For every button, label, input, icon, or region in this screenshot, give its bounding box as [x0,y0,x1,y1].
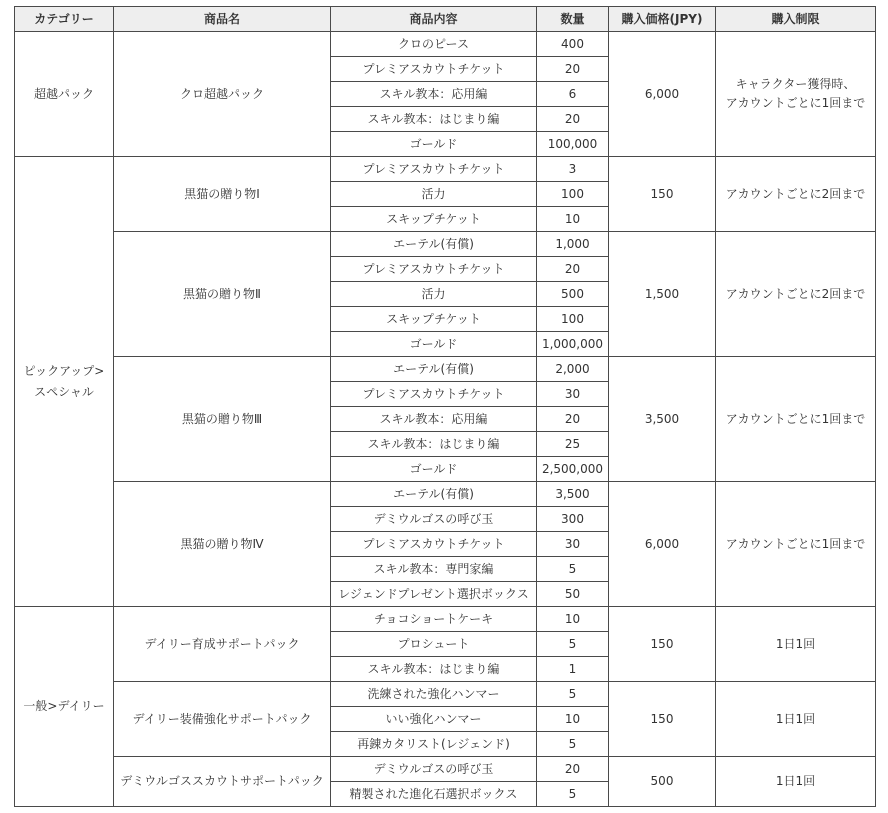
product-name-cell: デイリー装備強化サポートパック [114,682,331,757]
price-cell: 6,000 [609,32,716,157]
header-row [15,7,876,32]
item-quantity-cell: 2,500,000 [537,457,609,482]
item-quantity-cell: 100,000 [537,132,609,157]
item-quantity-cell: 500 [537,282,609,307]
item-quantity-cell: 3 [537,157,609,182]
item-quantity-cell: 5 [537,782,609,807]
item-content-cell: 再錬カタリスト(レジェンド) [331,732,537,757]
item-quantity-cell: 20 [537,107,609,132]
header-contents: 商品内容 [331,7,537,32]
item-content-cell: スキル教本：専門家編 [331,557,537,582]
price-cell: 150 [609,607,716,682]
item-quantity-cell: 20 [537,407,609,432]
item-quantity-cell: 1,000 [537,232,609,257]
item-quantity-cell: 5 [537,682,609,707]
item-quantity-cell: 50 [537,582,609,607]
item-quantity-cell: 6 [537,82,609,107]
item-quantity-cell: 20 [537,757,609,782]
item-content-cell: クロのピース [331,32,537,57]
item-quantity-cell: 2,000 [537,357,609,382]
item-content-cell: スキップチケット [331,207,537,232]
purchase-limit-cell: アカウントごとに1回まで [716,357,876,482]
category-cell: 一般>デイリー [15,607,114,807]
purchase-limit-cell: 1日1回 [716,757,876,807]
item-content-cell: ゴールド [331,332,537,357]
item-content-cell: プレミアスカウトチケット [331,157,537,182]
item-quantity-cell: 400 [537,32,609,57]
table-body [15,32,876,807]
purchase-limit-cell: アカウントごとに2回まで [716,157,876,232]
category-cell: 超越パック [15,32,114,157]
item-quantity-cell: 10 [537,607,609,632]
table-row [15,157,876,182]
header-quantity: 数量 [537,7,609,32]
item-content-cell: スキップチケット [331,307,537,332]
price-cell: 3,500 [609,357,716,482]
table-row [15,757,876,782]
price-cell: 6,000 [609,482,716,607]
table-row [15,482,876,507]
item-content-cell: プレミアスカウトチケット [331,382,537,407]
item-quantity-cell: 30 [537,532,609,557]
table-row [15,682,876,707]
item-content-cell: 活力 [331,282,537,307]
item-content-cell: ゴールド [331,457,537,482]
item-quantity-cell: 20 [537,57,609,82]
item-quantity-cell: 10 [537,707,609,732]
price-cell: 1,500 [609,232,716,357]
item-quantity-cell: 20 [537,257,609,282]
product-table-container [14,6,876,807]
price-cell: 150 [609,682,716,757]
table-row [15,232,876,257]
item-content-cell: デミウルゴスの呼び玉 [331,757,537,782]
header-category: カテゴリー [15,7,114,32]
product-name-cell: 黒猫の贈り物Ⅳ [114,482,331,607]
item-quantity-cell: 10 [537,207,609,232]
table-row [15,32,876,57]
header-price: 購入価格(JPY) [609,7,716,32]
item-content-cell: スキル教本：はじまり編 [331,432,537,457]
item-content-cell: プレミアスカウトチケット [331,257,537,282]
item-content-cell: エーテル(有償) [331,357,537,382]
item-content-cell: 精製された進化石選択ボックス [331,782,537,807]
item-content-cell: いい強化ハンマー [331,707,537,732]
item-content-cell: プレミアスカウトチケット [331,532,537,557]
product-name-cell: デミウルゴススカウトサポートパック [114,757,331,807]
item-quantity-cell: 300 [537,507,609,532]
item-quantity-cell: 5 [537,632,609,657]
item-content-cell: プロシュート [331,632,537,657]
item-content-cell: エーテル(有償) [331,482,537,507]
purchase-limit-cell: アカウントごとに1回まで [716,482,876,607]
purchase-limit-cell: 1日1回 [716,682,876,757]
item-quantity-cell: 1 [537,657,609,682]
item-quantity-cell: 100 [537,307,609,332]
item-content-cell: プレミアスカウトチケット [331,57,537,82]
product-name-cell: デイリー育成サポートパック [114,607,331,682]
table-row [15,357,876,382]
purchase-limit-cell: キャラクター獲得時、 アカウントごとに1回まで [716,32,876,157]
item-content-cell: スキル教本：はじまり編 [331,657,537,682]
item-content-cell: レジェンドプレゼント選択ボックス [331,582,537,607]
item-content-cell: 活力 [331,182,537,207]
item-content-cell: スキル教本：応用編 [331,82,537,107]
item-content-cell: ゴールド [331,132,537,157]
price-cell: 150 [609,157,716,232]
item-quantity-cell: 5 [537,732,609,757]
header-product-name: 商品名 [114,7,331,32]
item-content-cell: 洗練された強化ハンマー [331,682,537,707]
category-cell: ピックアップ> スペシャル [15,157,114,607]
header-limit: 購入制限 [716,7,876,32]
item-quantity-cell: 5 [537,557,609,582]
item-content-cell: スキル教本：応用編 [331,407,537,432]
item-quantity-cell: 25 [537,432,609,457]
item-quantity-cell: 100 [537,182,609,207]
item-quantity-cell: 3,500 [537,482,609,507]
product-name-cell: 黒猫の贈り物Ⅱ [114,232,331,357]
product-name-cell: 黒猫の贈り物Ⅲ [114,357,331,482]
item-content-cell: デミウルゴスの呼び玉 [331,507,537,532]
item-quantity-cell: 1,000,000 [537,332,609,357]
purchase-limit-cell: 1日1回 [716,607,876,682]
item-content-cell: チョコショートケーキ [331,607,537,632]
price-cell: 500 [609,757,716,807]
product-table [14,6,876,807]
table-row [15,607,876,632]
product-name-cell: クロ超越パック [114,32,331,157]
item-quantity-cell: 30 [537,382,609,407]
item-content-cell: エーテル(有償) [331,232,537,257]
product-name-cell: 黒猫の贈り物Ⅰ [114,157,331,232]
purchase-limit-cell: アカウントごとに2回まで [716,232,876,357]
item-content-cell: スキル教本：はじまり編 [331,107,537,132]
